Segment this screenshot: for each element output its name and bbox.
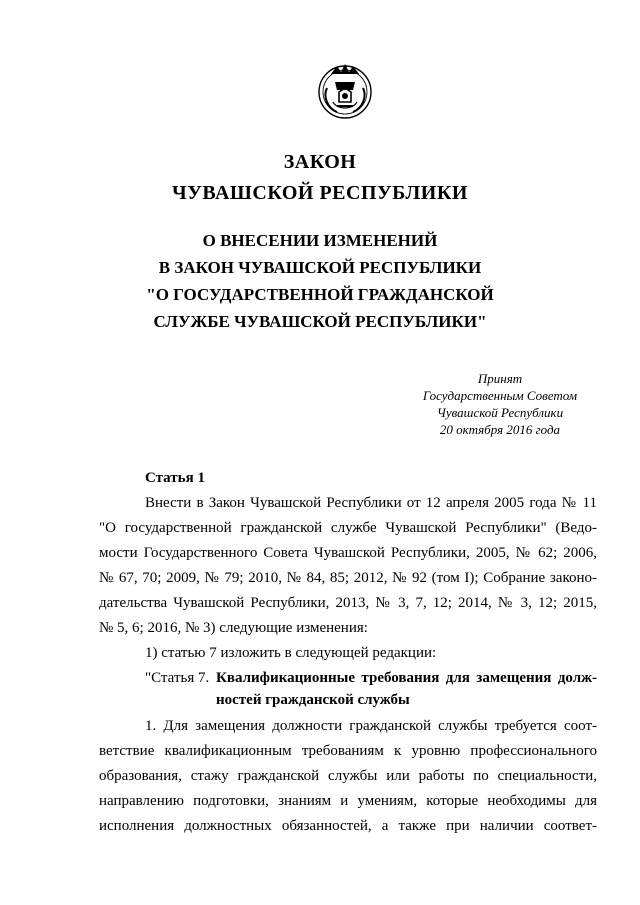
law-subtitle-line: В ЗАКОН ЧУВАШСКОЙ РЕСПУБЛИКИ (158, 258, 482, 277)
clause-line: направлению подготовки, знаниям и умениям, которые необходимы для (99, 793, 597, 809)
adoption-date: 20 октября 2016 года (439, 422, 561, 437)
chuvash-republic-emblem-icon (313, 58, 377, 122)
law-subtitle-line: СЛУЖБЕ ЧУВАШСКОЙ РЕСПУБЛИКИ" (153, 312, 487, 331)
law-title-line: ЗАКОН (283, 151, 357, 173)
clause-line: 1. Для замещения должности гражданской службы требуется соот- (145, 718, 597, 734)
intro-line: № 5, 6; 2016, № 3) следующие изменения: (99, 620, 368, 636)
article7-prefix: "Статья 7. (145, 670, 210, 686)
intro-line: дательства Чувашской Республики, 2013, № 3, 7, 12; 2014, № 3, 12; 2015, (99, 595, 597, 611)
clause-line: образования, стажу гражданской службы или работы по специальности, (99, 768, 597, 784)
amendment-item: 1) статью 7 изложить в следующей редакции: (145, 645, 437, 661)
intro-line: мости Государственного Совета Чувашской Республики, 2005, № 62; 2006, (99, 545, 597, 561)
article-heading: Статья 1 (145, 470, 205, 486)
adoption-note-line: Чувашской Республики (436, 405, 564, 420)
article7-title-line: ностей гражданской службы (216, 692, 410, 708)
clause-line: исполнения должностных обязанностей, а также при наличии соответ- (99, 818, 597, 834)
intro-line: Внести в Закон Чувашской Республики от 12 апреля 2005 года № 11 (145, 495, 597, 511)
clause-line: ветствие квалификационным требованиям к уровню профессионального (99, 743, 597, 759)
article7-title-line: Квалификационные требования для замещения долж- (216, 670, 597, 686)
law-subtitle-line: О ВНЕСЕНИИ ИЗМЕНЕНИЙ (202, 231, 438, 250)
adoption-note-line: Принят (477, 371, 523, 386)
law-subtitle-line: "О ГОСУДАРСТВЕННОЙ ГРАЖДАНСКОЙ (146, 285, 494, 304)
intro-line: "О государственной гражданской службе Чувашской Республики" (Ведо- (99, 520, 597, 536)
intro-line: № 67, 70; 2009, № 79; 2010, № 84, 85; 2012, № 92 (том I); Собрание законо- (99, 570, 597, 586)
law-title-line: ЧУВАШСКОЙ РЕСПУБЛИКИ (172, 182, 468, 204)
adoption-note-line: Государственным Советом (422, 388, 578, 403)
